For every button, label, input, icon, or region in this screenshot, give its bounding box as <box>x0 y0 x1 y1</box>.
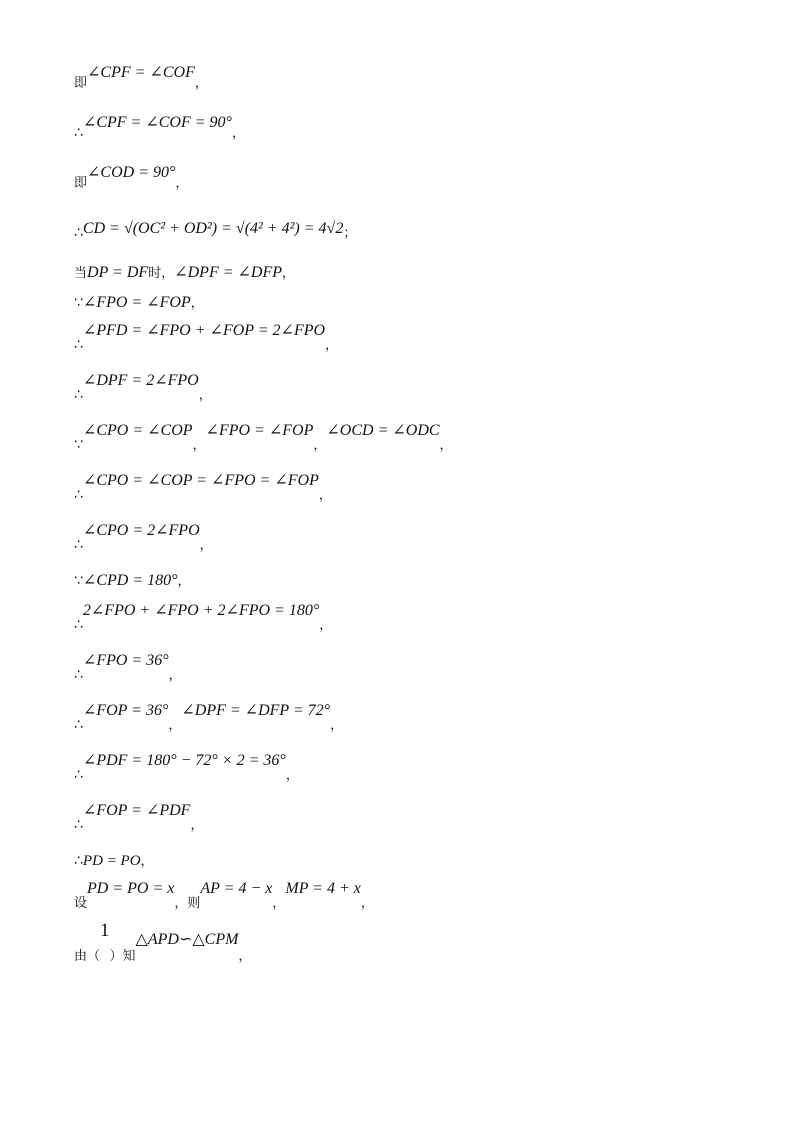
math-expression: ∠PDF = 180° − 72° × 2 = 36° <box>82 752 286 769</box>
proof-line-4 <box>74 218 357 241</box>
line-suffix: ， <box>190 296 204 311</box>
because-symbol: ∵ <box>74 573 83 589</box>
line-prefix: 即 <box>74 176 88 191</box>
line-suffix: ， <box>198 388 212 403</box>
line-suffix: ， <box>190 818 204 833</box>
math-expression: ∠FOP = ∠PDF <box>82 802 191 819</box>
line-suffix: ， <box>238 949 252 964</box>
proof-line-12 <box>74 570 191 590</box>
math-expression-3: MP = 4 + x <box>285 880 361 897</box>
proof-line-15 <box>74 700 344 733</box>
line-suffix: ， <box>175 176 189 191</box>
line-suffix: ， <box>231 126 245 141</box>
math-expression-2: ∠DPF = ∠DFP = 72° <box>181 702 331 719</box>
line-prefix: 即 <box>74 76 88 91</box>
therefore-symbol: ∴ <box>74 817 83 833</box>
proof-line-20 <box>74 920 252 964</box>
part-number: 1 <box>100 920 110 941</box>
line-connector: 时， <box>148 266 175 281</box>
proof-line-3 <box>74 162 189 191</box>
line-separator-2: ， <box>313 438 327 453</box>
math-expression: ∠PFD = ∠FPO + ∠FOP = 2∠FPO <box>82 322 326 339</box>
therefore-symbol: ∴ <box>74 767 83 783</box>
math-expression: ∠CPO = ∠COP <box>82 422 193 439</box>
line-suffix: ， <box>439 438 453 453</box>
math-expression: ∠CPO = 2∠FPO <box>82 522 200 539</box>
math-expression: ∠FOP = 36° <box>82 702 169 719</box>
therefore-symbol: ∴ <box>74 853 83 869</box>
line-suffix: ， <box>194 76 208 91</box>
math-expression-3: ∠OCD = ∠ODC <box>326 422 440 439</box>
line-suffix: ， <box>285 768 299 783</box>
line-prefix: 当 <box>74 266 88 281</box>
line-connector: ）知 <box>109 949 136 964</box>
line-suffix: ， <box>360 896 374 911</box>
line-suffix: ， <box>140 854 154 869</box>
proof-line-18 <box>74 850 154 870</box>
therefore-symbol: ∴ <box>74 537 83 553</box>
therefore-symbol: ∴ <box>74 125 83 141</box>
line-suffix: ； <box>343 226 357 241</box>
proof-line-11 <box>74 520 213 553</box>
line-separator: ， <box>168 718 182 733</box>
line-suffix: ， <box>318 488 332 503</box>
math-expression: ∠CPF = ∠COF <box>87 64 195 81</box>
because-symbol: ∵ <box>74 437 83 453</box>
line-separator: ， <box>272 896 286 911</box>
proof-line-17 <box>74 800 204 833</box>
math-expression: ∠COD = 90° <box>87 164 176 181</box>
proof-line-6 <box>74 292 204 312</box>
math-expression: ∠DPF = 2∠FPO <box>82 372 199 389</box>
line-suffix: ， <box>330 718 344 733</box>
therefore-symbol: ∴ <box>74 387 83 403</box>
line-suffix: ， <box>319 618 333 633</box>
therefore-symbol: ∴ <box>74 487 83 503</box>
proof-line-19 <box>74 878 374 911</box>
proof-line-2 <box>74 112 245 141</box>
because-symbol: ∵ <box>74 295 83 311</box>
proof-line-16 <box>74 750 299 783</box>
therefore-symbol: ∴ <box>74 667 83 683</box>
line-suffix: ， <box>199 538 213 553</box>
math-expression: 2∠FPO + ∠FPO + 2∠FPO = 180° <box>82 602 320 619</box>
line-prefix: 设 <box>74 896 88 911</box>
proof-line-13 <box>74 600 333 633</box>
therefore-symbol: ∴ <box>74 717 83 733</box>
proof-line-14 <box>74 650 182 683</box>
math-expression: △APD∽△CPM <box>135 931 239 948</box>
math-expression: ∠CPO = ∠COP = ∠FPO = ∠FOP <box>82 472 319 489</box>
math-expression: DP = DF <box>87 264 149 281</box>
therefore-symbol: ∴ <box>74 225 83 241</box>
math-expression: ∠CPD = 180° <box>82 572 178 589</box>
line-suffix: ， <box>325 338 339 353</box>
math-expression: PD = PO = x <box>87 880 175 897</box>
math-expression-2: ∠DPF = ∠DFP <box>174 264 283 281</box>
math-expression: CD = √(OC² + OD²) = √(4² + 4²) = 4√2 <box>82 220 344 237</box>
math-expression: ∠FPO = ∠FOP <box>82 294 191 311</box>
line-suffix: ， <box>168 668 182 683</box>
proof-line-9 <box>74 420 453 453</box>
proof-line-10 <box>74 470 332 503</box>
line-prefix: 由（ <box>74 949 101 964</box>
math-expression: ∠CPF = ∠COF = 90° <box>82 114 232 131</box>
math-expression: ∠FPO = 36° <box>82 652 169 669</box>
math-expression: PD = PO <box>82 853 141 869</box>
therefore-symbol: ∴ <box>74 617 83 633</box>
math-expression-2: ∠FPO = ∠FOP <box>205 422 314 439</box>
proof-line-5 <box>74 262 295 282</box>
therefore-symbol: ∴ <box>74 337 83 353</box>
line-suffix: ， <box>282 266 296 281</box>
proof-line-8 <box>74 370 212 403</box>
line-suffix: ， <box>177 574 191 589</box>
math-expression-2: AP = 4 − x <box>200 880 273 897</box>
line-connector: ，则 <box>174 896 201 911</box>
proof-line-1 <box>74 62 208 91</box>
line-separator: ， <box>192 438 206 453</box>
proof-line-7 <box>74 320 339 353</box>
